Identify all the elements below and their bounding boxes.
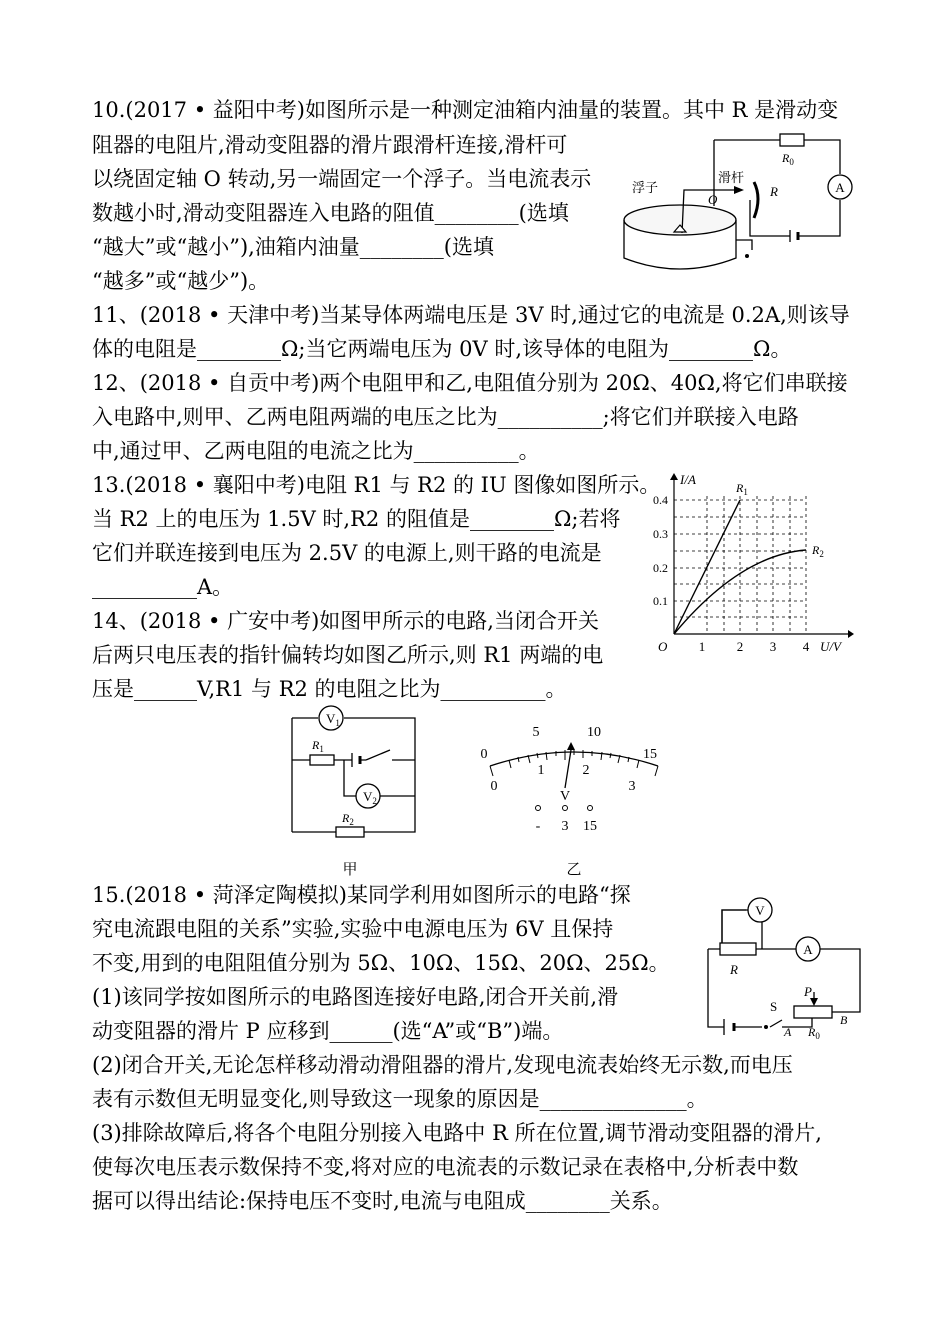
resistor-label: R: [770, 184, 778, 199]
q10-line-3: 以绕固定轴 O 转动,另一端固定一个浮子。当电流表示: [92, 167, 592, 191]
ammeter-label: A: [835, 180, 845, 195]
drop-icon: [745, 254, 749, 258]
circuit-q15: [700, 892, 872, 1042]
terminal-minus-label: -: [535, 819, 541, 834]
x-tick-1: 1: [698, 639, 706, 654]
origin-label: O: [658, 639, 668, 654]
q15-line-4: (1)该同学按如图所示的电路图连接好电路,闭合开关前,滑: [92, 985, 619, 1009]
x-axis-label: U/V: [820, 639, 841, 654]
v1-label: $V_1$: [326, 711, 340, 728]
circuit-jia: [280, 700, 430, 880]
terminal-15-icon: [588, 806, 593, 811]
r2-curve-label: $R_2$: [812, 543, 824, 559]
r2-resistor: [336, 827, 364, 837]
q15-line-2: 究电流跟电阻的关系”实验,实验中电源电压为 6V 且保持: [92, 917, 614, 941]
q15-line-7: 表有示数但无明显变化,则导致这一现象的原因是______________。: [92, 1087, 708, 1111]
r1-curve-label: $R_1$: [736, 481, 748, 497]
q13-line-1: 13.(2018 • 襄阳中考)电阻 R1 与 R2 的 IU 图像如图所示。: [92, 473, 661, 497]
needle: [565, 750, 571, 788]
y-tick-3: 0.3: [653, 527, 668, 541]
top-scale-15: 15: [643, 747, 657, 762]
q13-line-2: 当 R2 上的电压为 1.5V 时,R2 的阻值是________Ω;若将: [92, 507, 621, 531]
needle-tip-icon: [567, 742, 575, 750]
q10-line-4: 数越小时,滑动变阻器连入电路的阻值________(选填: [92, 201, 569, 225]
q10-line-5: “越大”或“越小”),油箱内油量________(选填: [92, 235, 495, 259]
q15-line-10: 据可以得出结论:保持电压不变时,电流与电阻成________关系。: [92, 1189, 673, 1213]
bottom-scale-3: 3: [628, 779, 636, 794]
bottom-scale-1: 1: [537, 763, 545, 778]
rod-arrow-icon: [734, 186, 744, 194]
y-tick-2: 0.2: [653, 561, 668, 575]
oil-tank-figure: [622, 128, 862, 278]
terminal-minus-icon: [536, 806, 541, 811]
y-tick-1: 0.1: [653, 594, 668, 608]
r0-resistor: [780, 134, 804, 146]
q15-line-3: 不变,用到的电阻阻值分别为 5Ω、10Ω、15Ω、20Ω、25Ω。: [92, 951, 670, 975]
q15-line-1: 15.(2018 • 菏泽定陶模拟)某同学利用如图所示的电路“探: [92, 883, 631, 907]
q12-line-3: 中,通过甲、乙两电阻的电流之比为__________。: [92, 439, 540, 463]
top-scale-5: 5: [532, 725, 540, 740]
q14-line-3: 压是______V,R1 与 R2 的电阻之比为__________。: [92, 677, 567, 701]
q15-line-5: 动变阻器的滑片 P 应移到______(选“A”或“B”)端。: [92, 1019, 564, 1043]
r1-label: $R_1$: [312, 738, 324, 754]
switch-label: S: [770, 999, 778, 1014]
y-axis-arrow-icon: [670, 473, 678, 480]
end-b-label: B: [840, 1013, 848, 1027]
q13-line-4: __________A。: [92, 575, 234, 599]
q15-line-9: 使每次电压表示数保持不变,将对应的电流表的示数记录在表格中,分析表中数: [92, 1155, 799, 1179]
voltmeter-yi: [468, 718, 668, 880]
q11-line-2: 体的电阻是________Ω;当它两端电压为 0V 时,该导体的电阻为________Ω。: [92, 337, 792, 361]
q14-line-2: 后两只电压表的指针偏转均如图乙所示,则 R1 两端的电: [92, 643, 604, 667]
rheostat: [794, 1006, 832, 1018]
r0-label: $R_0$: [782, 151, 794, 167]
caption-jia: 甲: [342, 862, 358, 878]
x-tick-3: 3: [769, 639, 777, 654]
top-scale-10: 10: [587, 725, 601, 740]
q11-line-1: 11、(2018 • 天津中考)当某导体两端电压是 3V 时,通过它的电流是 0.2A,则该导: [92, 303, 850, 327]
float-label: 浮子: [632, 180, 659, 195]
switch-pivot-icon: [764, 1025, 768, 1029]
r2-label: $R_2$: [342, 811, 354, 827]
q12-line-2: 入电路中,则甲、乙两电阻两端的电压之比为__________;将它们并联接入电路: [92, 405, 799, 429]
q14-line-1: 14、(2018 • 广安中考)如图甲所示的电路,当闭合开关: [92, 609, 599, 633]
x-tick-2: 2: [736, 639, 744, 654]
q15-line-8: (3)排除故障后,将各个电阻分别接入电路中 R 所在位置,调节滑动变阻器的滑片,: [92, 1121, 822, 1145]
terminal-3-icon: [563, 806, 568, 811]
terminal-3-label: 3: [561, 819, 569, 834]
top-scale-0: 0: [480, 747, 488, 762]
q10-line-6: “越多”或“越少”)。: [92, 269, 270, 293]
rod-label: 滑杆: [718, 170, 745, 185]
r-label: R: [730, 962, 738, 977]
pivot-label: O: [708, 192, 718, 207]
unit-label: V: [559, 789, 571, 804]
x-axis-arrow-icon: [848, 630, 854, 638]
q12-line-1: 12、(2018 • 自贡中考)两个电阻甲和乙,电阻值分别为 20Ω、40Ω,将它们串联接: [92, 371, 848, 395]
caption-yi: 乙: [566, 862, 582, 878]
q13-line-3: 它们并联连接到电压为 2.5V 的电源上,则干路的电流是: [92, 541, 602, 565]
x-tick-4: 4: [802, 639, 810, 654]
voltmeter-label: V: [755, 903, 765, 918]
end-a-label: A: [784, 1025, 792, 1039]
bottom-scale-2: 2: [582, 763, 590, 778]
r-resistor: [720, 943, 756, 955]
q15-line-6: (2)闭合开关,无论怎样移动滑动滑阻器的滑片,发现电流表始终无示数,而电压: [92, 1053, 793, 1077]
iu-graph: [640, 470, 855, 655]
ammeter-label: A: [803, 942, 813, 957]
r0-label: $R_0$: [808, 1025, 820, 1041]
terminal-15-label: 15: [583, 819, 597, 834]
y-tick-4: 0.4: [653, 493, 668, 507]
bottom-scale-0: 0: [490, 779, 498, 794]
q10-line-2: 阻器的电阻片,滑动变阻器的滑片跟滑杆连接,滑杆可: [92, 133, 568, 157]
q10-line-1: 10.(2017 • 益阳中考)如图所示是一种测定油箱内油量的装置。其中 R 是滑动变: [92, 98, 839, 122]
y-axis-label: I/A: [680, 472, 696, 487]
v2-label: $V_2$: [363, 789, 377, 806]
r1-resistor: [310, 755, 334, 765]
slider-label: P: [804, 984, 812, 999]
